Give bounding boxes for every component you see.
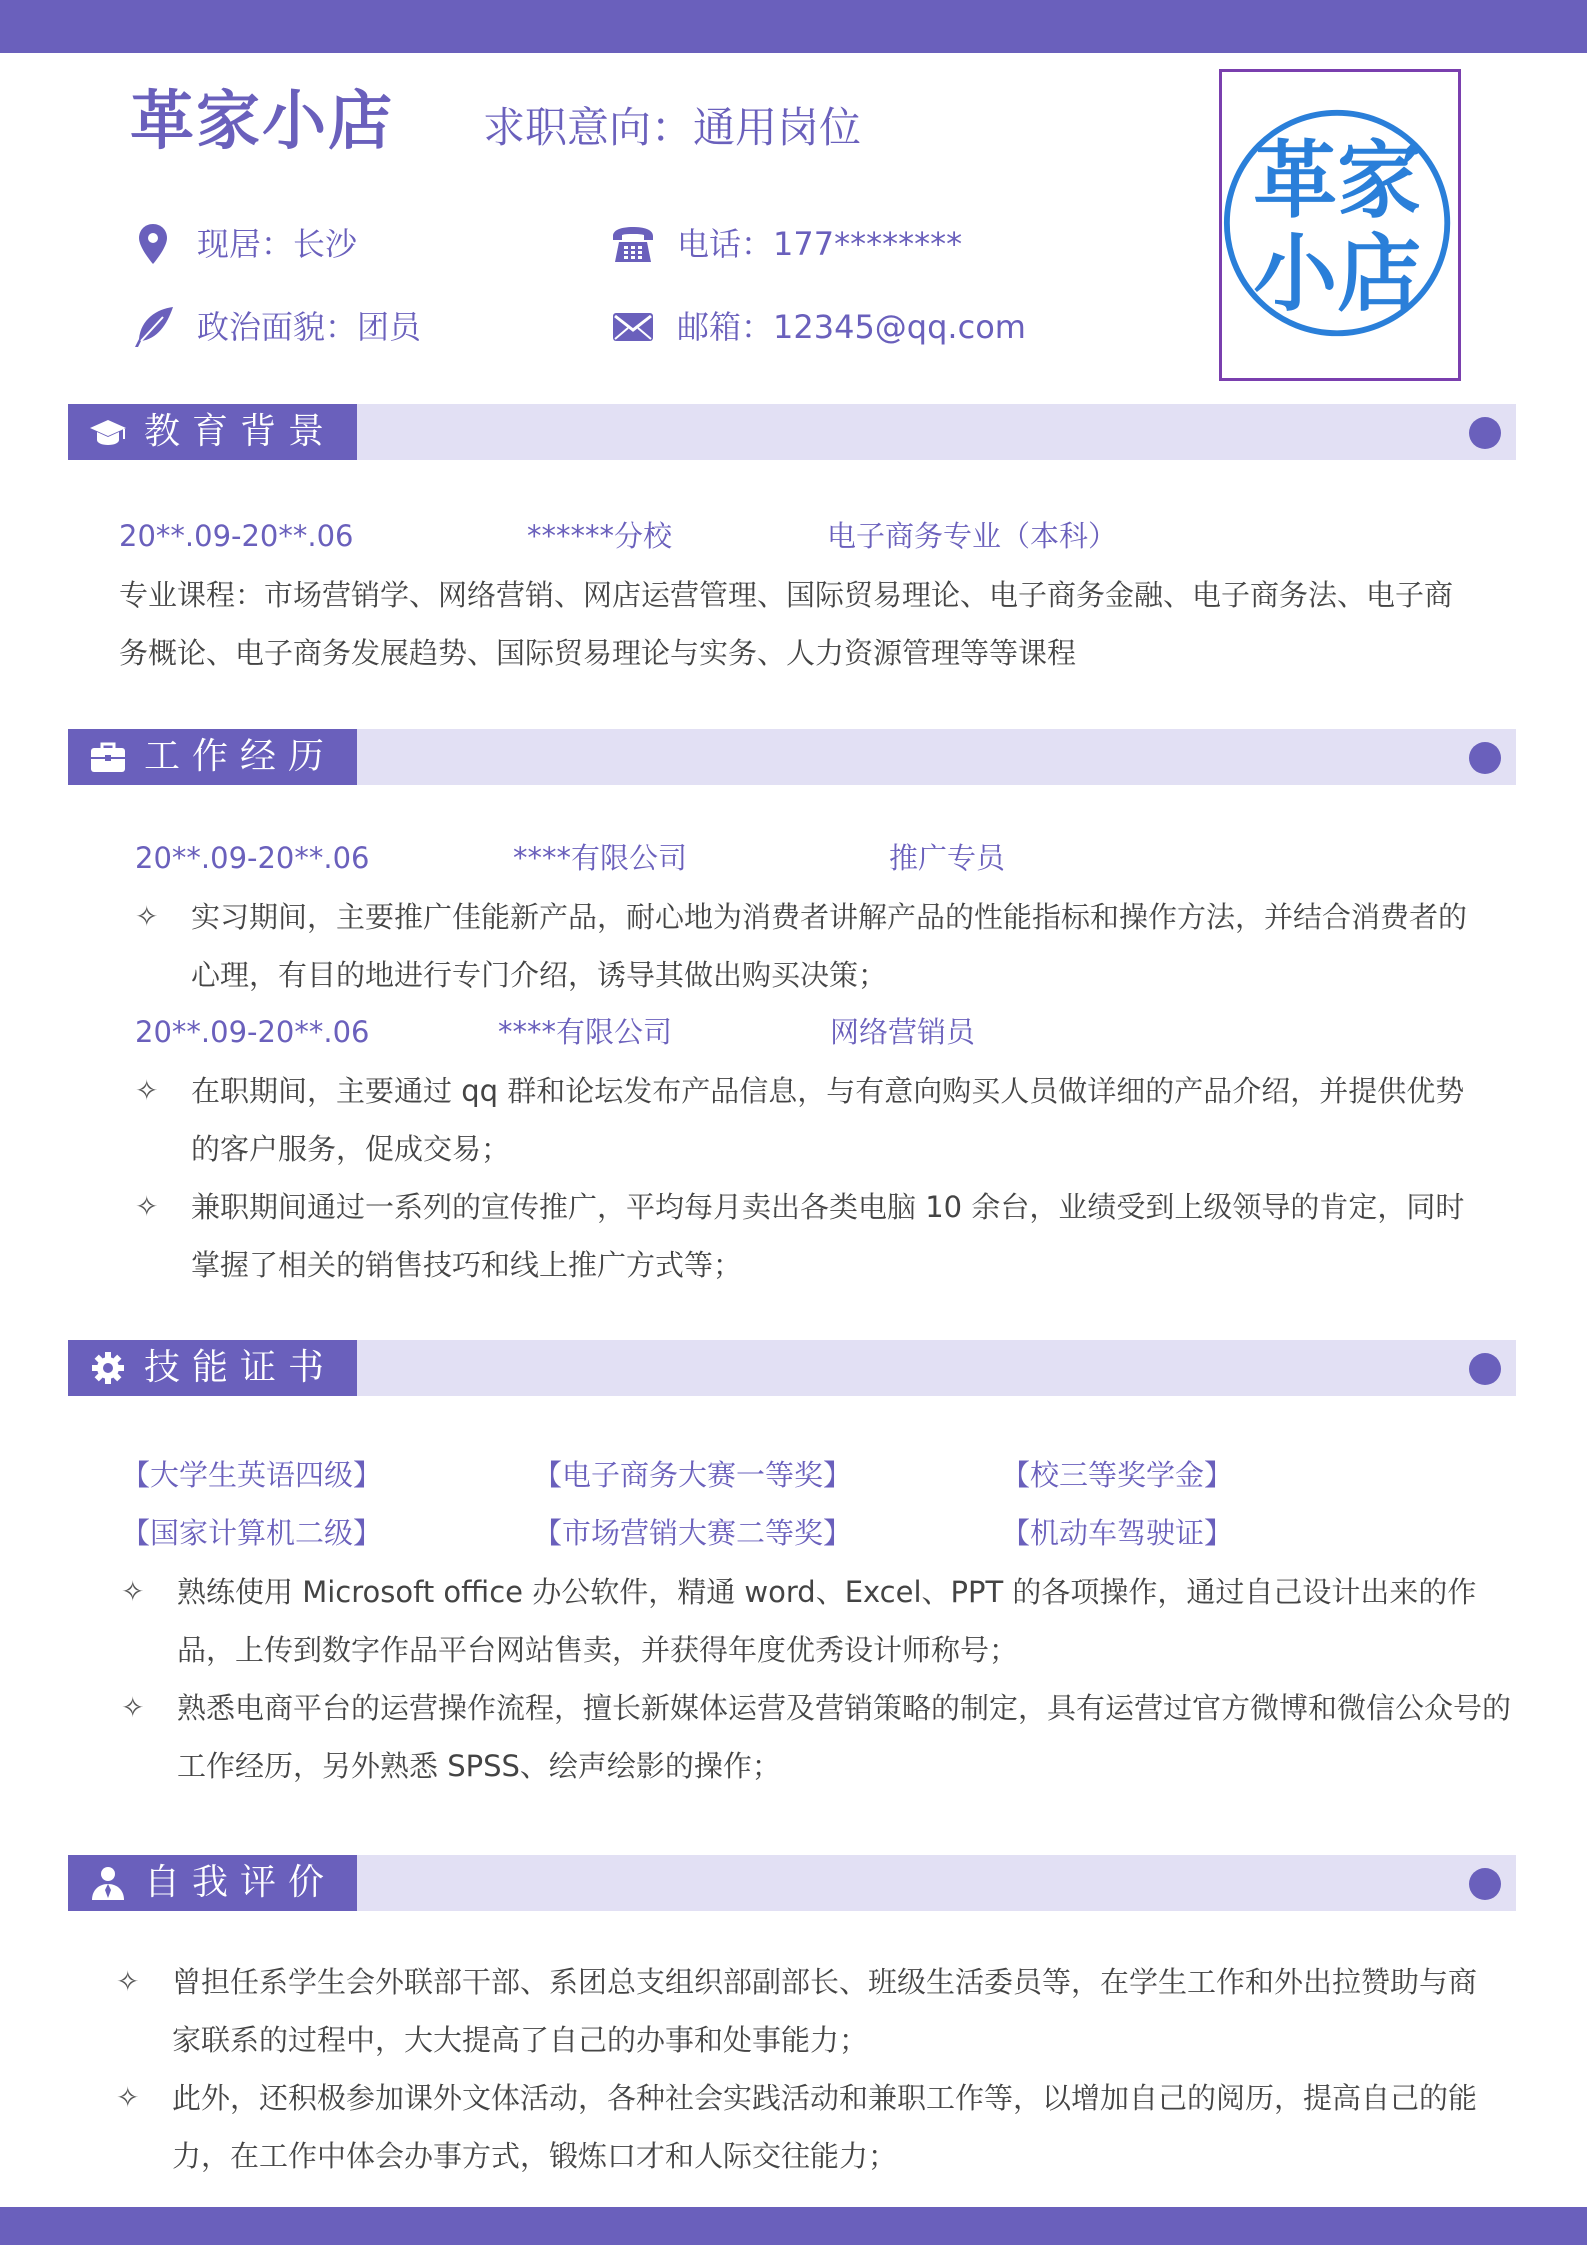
diamond-star-icon: ✧ xyxy=(135,1074,159,1107)
job-point: ✧ 兼职期间通过一系列的宣传推广，平均每月卖出各类电脑 10 余台，业绩受到上级领导的肯定，同时掌握了相关的销售技巧和线上推广方式等； xyxy=(191,1178,1481,1294)
telephone-icon xyxy=(609,220,657,268)
applicant-name: 革家小店 xyxy=(130,85,394,159)
section-header-education xyxy=(68,404,1516,460)
section-header-self xyxy=(68,1855,1516,1911)
cert-item: 【大学生英语四级】 xyxy=(121,1458,383,1492)
briefcase-icon xyxy=(88,739,128,775)
edu-period: 20**.09-20**.06 xyxy=(119,519,354,553)
diamond-star-icon: ✧ xyxy=(121,1691,145,1724)
section-title: 工作经历 xyxy=(144,736,337,777)
diamond-star-icon: ✧ xyxy=(135,1190,159,1223)
cert-item: 【机动车驾驶证】 xyxy=(1001,1516,1234,1550)
cert-item: 【校三等奖学金】 xyxy=(1001,1458,1234,1492)
job-role: 推广专员 xyxy=(889,841,1006,875)
job-period: 20**.09-20**.06 xyxy=(135,1015,370,1049)
section-dot xyxy=(1469,1353,1501,1385)
stamp-text-bottom: 小店 xyxy=(1253,225,1421,324)
cert-item: 【市场营销大赛二等奖】 xyxy=(533,1516,853,1550)
section-title: 技能证书 xyxy=(144,1347,337,1388)
cert-item: 【电子商务大赛一等奖】 xyxy=(533,1458,853,1492)
cert-item: 【国家计算机二级】 xyxy=(121,1516,383,1550)
section-dot xyxy=(1469,742,1501,774)
edu-major: 电子商务专业（本科） xyxy=(827,519,1118,553)
job-intent: 求职意向：通用岗位 xyxy=(483,103,862,152)
top-accent-bar xyxy=(0,0,1587,53)
stamp-text-top: 革家 xyxy=(1253,131,1421,230)
job-point: ✧ 在职期间，主要通过 qq 群和论坛发布产品信息，与有意向购买人员做详细的产品介绍，并提供优势的客户服务，促成交易； xyxy=(191,1062,1481,1178)
self-point: ✧ 此外，还积极参加课外文体活动，各种社会实践活动和兼职工作等，以增加自己的阅历，提高自己的能力，在工作中体会办事方式，锻炼口才和人际交往能力； xyxy=(172,2069,1492,2185)
section-title: 教育背景 xyxy=(144,411,337,452)
job-company: ****有限公司 xyxy=(513,841,688,875)
skill-point: ✧ 熟练使用 Microsoft office 办公软件，精通 word、Excel、PPT 的各项操作，通过自己设计出来的作品，上传到数字作品平台网站售卖，并获得年度优秀设计师称号； xyxy=(177,1563,1527,1679)
edu-courses: 专业课程：市场营销学、网络营销、网店运营管理、国际贸易理论、电子商务金融、电子商务法、电子商务概论、电子商务发展趋势、国际贸易理论与实务、人力资源管理等等课程 xyxy=(119,578,1454,670)
job-point: ✧ 实习期间，主要推广佳能新产品，耐心地为消费者讲解产品的性能指标和操作方法，并结合消费者的心理，有目的地进行专门介绍，诱导其做出购买决策； xyxy=(191,888,1481,1004)
graduation-cap-icon xyxy=(88,414,128,450)
skill-point: ✧ 熟悉电商平台的运营操作流程，擅长新媒体运营及营销策略的制定，具有运营过官方微博和微信公众号的工作经历，另外熟悉 SPSS、绘声绘影的操作； xyxy=(177,1679,1527,1795)
job-company: ****有限公司 xyxy=(498,1015,673,1049)
politics-info: 政治面貌：团员 xyxy=(197,307,421,347)
phone-info: 电话：177******** xyxy=(677,224,962,264)
location-info: 现居：长沙 xyxy=(197,224,357,264)
edu-school: ******分校 xyxy=(527,519,673,553)
bottom-accent-bar xyxy=(0,2207,1587,2245)
person-icon xyxy=(88,1865,128,1901)
section-dot xyxy=(1469,417,1501,449)
section-title: 自我评价 xyxy=(144,1862,337,1903)
envelope-icon xyxy=(609,303,657,351)
job-period: 20**.09-20**.06 xyxy=(135,841,370,875)
job-role: 网络营销员 xyxy=(830,1015,976,1049)
diamond-star-icon: ✧ xyxy=(116,1965,140,1998)
email-info: 邮箱：12345@qq.com xyxy=(677,307,1026,347)
diamond-star-icon: ✧ xyxy=(121,1575,145,1608)
section-dot xyxy=(1469,1868,1501,1900)
profile-photo-stamp xyxy=(1219,69,1461,381)
feather-icon xyxy=(129,303,177,351)
gear-icon xyxy=(88,1350,128,1386)
map-pin-icon xyxy=(129,220,177,268)
diamond-star-icon: ✧ xyxy=(116,2081,140,2114)
section-header-skills xyxy=(68,1340,1516,1396)
diamond-star-icon: ✧ xyxy=(135,900,159,933)
self-point: ✧ 曾担任系学生会外联部干部、系团总支组织部副部长、班级生活委员等，在学生工作和外出拉赞助与商家联系的过程中，大大提高了自己的办事和处事能力； xyxy=(172,1953,1492,2069)
section-header-work xyxy=(68,729,1516,785)
